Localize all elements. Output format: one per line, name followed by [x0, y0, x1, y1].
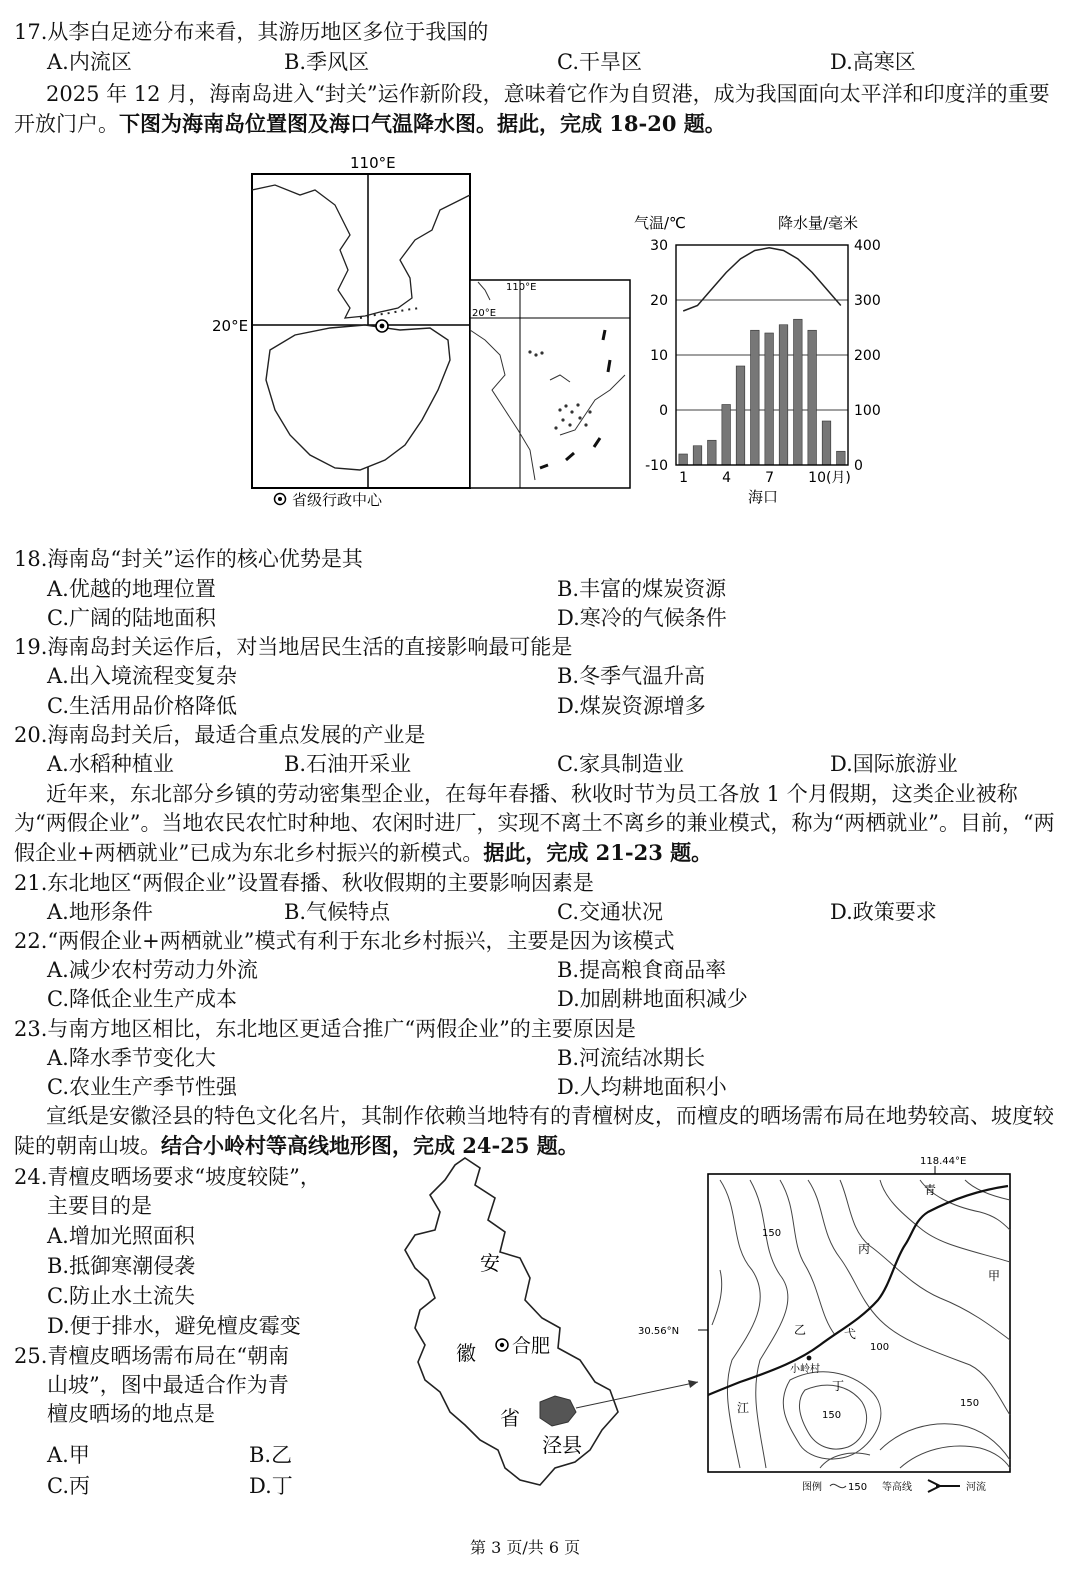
q22-option-b: B.提高粮食商品率	[557, 958, 727, 982]
contour-label-150-c: 150	[822, 1410, 842, 1421]
q20-option-c: C.家具制造业	[557, 752, 684, 776]
chart-gridlines	[676, 300, 848, 410]
precip-bar	[779, 325, 788, 465]
x-tick-label: 7	[765, 470, 775, 486]
x-tick-label: 4	[722, 470, 732, 486]
right-tick-label: 400	[854, 238, 881, 254]
q17-option-b: B.季风区	[284, 50, 370, 74]
temperature-line	[683, 248, 841, 311]
q17-stem: 17.从李白足迹分布来看，其游历地区多位于我国的	[14, 20, 489, 44]
q25-option-c: C.丙	[47, 1474, 90, 1498]
intro-northeast-text: 近年来，东北部分乡镇的劳动密集型企业，在每年春播、秋收时节为员工各放 1 个月假期，这类企业被称为“两假企业”。当地农民农忙时种地、农闲时进厂，实现不离土不离乡的兼业模式，称为“两栖就业”。目前，“两假企业+两栖就业”已成为东北乡村振兴的新模式。	[14, 782, 1055, 865]
place-yi: 乙	[794, 1323, 807, 1337]
intro-xuanzhi-text: 宣纸是安徽泾县的特色文化名片，其制作依赖当地特有的青檀树皮，而檀皮的晒场需布局在地势较高、坡度较陡的朝南山坡。	[14, 1104, 1054, 1158]
precip-bar	[722, 405, 731, 466]
place-ding: 丁	[832, 1379, 845, 1393]
q25-stem-1: 25.青檀皮晒场需布局在“朝南	[14, 1344, 290, 1368]
q17-option-c: C.干旱区	[557, 50, 642, 74]
chart-ylabel-right: 降水量/毫米	[778, 214, 859, 232]
hefei-capital-dot	[500, 1343, 504, 1347]
q24-stem-1: 24.青檀皮晒场要求“坡度较陡”，	[14, 1165, 321, 1189]
q23-option-b: B.河流结冰期长	[557, 1046, 706, 1070]
q18-option-d: D.寒冷的气候条件	[557, 606, 727, 630]
legend-capital: 省级行政中心	[292, 491, 383, 509]
capital-symbol-dot	[278, 497, 282, 501]
q25-option-d: D.丁	[249, 1474, 293, 1498]
anhui-contour-figure	[380, 1150, 1030, 1510]
right-tick-label: 100	[854, 403, 881, 419]
lon-label-contour: 118.44°E	[920, 1156, 967, 1167]
chart-right-ticks	[854, 238, 881, 474]
q18-option-b: B.丰富的煤炭资源	[557, 577, 727, 601]
contour-label-150-a: 150	[762, 1228, 782, 1239]
haikou-climate-chart	[628, 200, 898, 518]
intro-hainan	[14, 80, 1066, 139]
q22-option-a: A.减少农村劳动力外流	[47, 958, 258, 982]
hefei-label: 合肥	[512, 1335, 551, 1357]
contour-label-100: 100	[870, 1342, 890, 1353]
q24-stem-2: 主要目的是	[47, 1194, 152, 1218]
q19-option-d: D.煤炭资源增多	[557, 694, 706, 718]
precip-bar	[822, 421, 831, 465]
q21-option-d: D.政策要求	[830, 900, 937, 924]
page-footer: 第 3 页/共 6 页	[470, 1538, 581, 1557]
place-jia: 甲	[988, 1269, 1001, 1283]
place-bing: 丙	[858, 1242, 871, 1256]
q19-option-a: A.出入境流程变复杂	[47, 664, 237, 688]
q19-stem: 19.海南岛封关运作后，对当地居民生活的直接影响最可能是	[14, 635, 573, 659]
q23-option-d: D.人均耕地面积小	[557, 1075, 727, 1099]
right-tick-label: 300	[854, 293, 881, 309]
q24-option-b: B.抵御寒潮侵袭	[47, 1254, 196, 1278]
left-tick-label: 0	[659, 403, 668, 419]
q25-stem-2: 山坡”，图中最适合作为青	[47, 1373, 289, 1397]
q23-stem: 23.与南方地区相比，东北地区更适合推广“两假企业”的主要原因是	[14, 1017, 636, 1041]
q20-option-d: D.国际旅游业	[830, 752, 958, 776]
lon-label: 110°E	[350, 154, 396, 172]
village-label: 小岭村	[790, 1364, 820, 1375]
q23-option-a: A.降水季节变化大	[47, 1046, 216, 1070]
precip-bar	[808, 330, 817, 465]
right-tick-label: 200	[854, 348, 881, 364]
q25-option-b: B.乙	[249, 1443, 293, 1467]
inset-lat-label: 20°E	[472, 308, 497, 319]
village-dot	[807, 1356, 812, 1361]
province-char-2: 徽	[456, 1341, 476, 1365]
precip-bar	[837, 451, 846, 465]
q22-stem: 22.“两假企业+两栖就业”模式有利于东北乡村振兴，主要是因为该模式	[14, 929, 675, 953]
x-tick-label: 1	[679, 470, 689, 486]
q21-option-b: B.气候特点	[284, 900, 391, 924]
intro-hainan-bold: 下图为海南岛位置图及海口气温降水图。据此，完成 18-20 题。	[119, 111, 726, 136]
q21-option-a: A.地形条件	[47, 900, 153, 924]
chart-left-ticks	[645, 238, 668, 474]
jing-county-label: 泾县	[542, 1433, 582, 1457]
river-char-jiang: 江	[737, 1401, 750, 1415]
chart-bars	[679, 319, 845, 465]
precip-bar	[693, 446, 702, 465]
intro-northeast-bold: 据此，完成 21-23 题。	[483, 840, 713, 865]
lat-label: 20°E	[212, 317, 249, 335]
q21-option-c: C.交通状况	[557, 900, 663, 924]
q22-option-d: D.加剧耕地面积减少	[557, 987, 748, 1011]
legend-river-icon	[928, 1480, 960, 1492]
legend-title: 图例	[802, 1482, 822, 1493]
left-tick-label: 30	[650, 238, 668, 254]
q20-stem: 20.海南岛封关后，最适合重点发展的产业是	[14, 723, 426, 747]
left-tick-label: 10	[650, 348, 668, 364]
contour-label-150-b: 150	[960, 1398, 980, 1409]
precip-bar	[679, 454, 688, 465]
chart-ylabel-left: 气温/℃	[634, 214, 686, 232]
q25-option-a: A.甲	[47, 1443, 90, 1467]
q19-option-b: B.冬季气温升高	[557, 664, 706, 688]
q17-option-a: A.内流区	[47, 50, 132, 74]
q23-option-c: C.农业生产季节性强	[47, 1075, 237, 1099]
chart-x-ticks	[679, 470, 851, 486]
intro-xuanzhi-bold: 结合小岭村等高线地形图，完成 24-25 题。	[161, 1133, 579, 1158]
q21-stem: 21.东北地区“两假企业”设置春播、秋收假期的主要影响因素是	[14, 871, 594, 895]
intro-northeast	[14, 780, 1066, 868]
contour-map-frame	[708, 1174, 1010, 1472]
q22-option-c: C.降低企业生产成本	[47, 987, 237, 1011]
legend-contour-sample: 150	[848, 1482, 868, 1493]
inset-lon-label: 110°E	[506, 282, 537, 293]
q25-stem-3: 檀皮晒场的地点是	[47, 1402, 215, 1426]
legend-contour-icon	[830, 1484, 846, 1487]
q24-option-d: D.便于排水，避免檀皮霉变	[47, 1314, 301, 1338]
hainan-map-figure	[200, 150, 680, 520]
precip-bar	[765, 333, 774, 465]
q18-option-a: A.优越的地理位置	[47, 577, 216, 601]
q18-option-c: C.广阔的陆地面积	[47, 606, 216, 630]
precip-bar	[794, 319, 803, 465]
legend-contour: 等高线	[882, 1482, 912, 1493]
intro-hainan-text: 2025 年 12 月，海南岛进入“封关”运作新阶段，意味着它作为自贸港，成为我国面向太平洋和印度洋的重要开放门户。	[14, 82, 1050, 136]
right-tick-label: 0	[854, 458, 863, 474]
q20-option-a: A.水稻种植业	[47, 752, 174, 776]
pointer-arrow-icon	[688, 1380, 698, 1388]
q20-option-b: B.石油开采业	[284, 752, 412, 776]
q24-option-c: C.防止水土流失	[47, 1284, 195, 1308]
left-tick-label: 20	[650, 293, 668, 309]
river-char-yi: 弋	[844, 1327, 857, 1341]
q18-stem: 18.海南岛“封关”运作的核心优势是其	[14, 547, 363, 571]
river-char-qing: 青	[924, 1183, 937, 1197]
precip-bar	[736, 366, 745, 465]
precip-bar	[751, 330, 760, 465]
left-tick-label: -10	[645, 458, 668, 474]
precip-bar	[708, 440, 717, 465]
q17-option-d: D.高寒区	[830, 50, 916, 74]
legend-river: 河流	[966, 1482, 986, 1493]
haikou-capital-dot	[380, 324, 385, 329]
q24-option-a: A.增加光照面积	[47, 1224, 195, 1248]
lat-label-contour: 30.56°N	[638, 1326, 680, 1337]
province-char-3: 省	[500, 1406, 520, 1430]
chart-xlabel: 海口	[748, 488, 779, 506]
anhui-province-outline	[405, 1158, 618, 1485]
x-tick-label: 10(月)	[808, 470, 851, 486]
q19-option-c: C.生活用品价格降低	[47, 694, 237, 718]
province-char-1: 安	[480, 1251, 500, 1275]
